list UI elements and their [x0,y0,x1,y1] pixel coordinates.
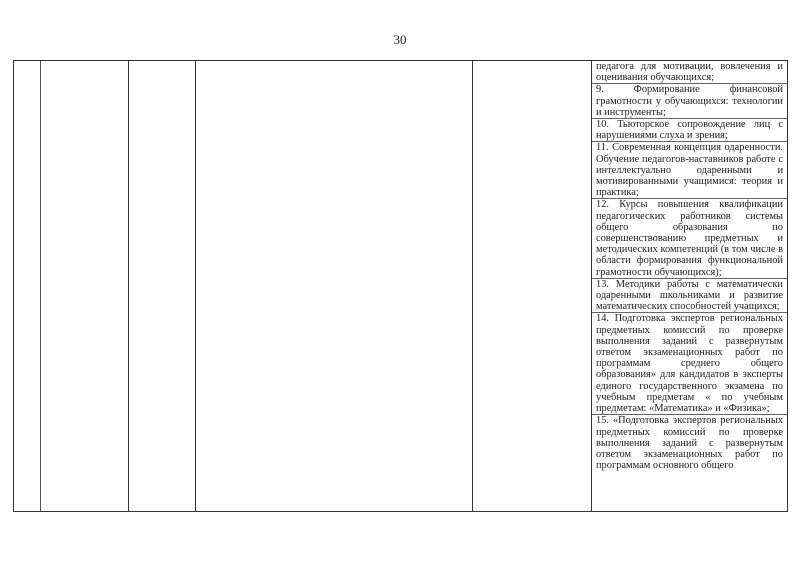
table [13,60,788,512]
list-item-text: 12. Курсы повышения квалификации педагогических работников системы общего образования по совершенствованию предметных и методических компетенций (в том числе в области формирования функциональной грамотности обучающихся); [596,199,783,278]
list-item [592,415,787,471]
list-item [592,199,787,278]
list-item [592,61,787,84]
course-list-cell [592,61,787,511]
list-item [592,279,787,314]
list-item-text: 10. Тьюторское сопровождение лиц с нарушениями слуха и зрения; [596,119,783,142]
list-item [592,313,787,415]
column-divider [472,61,473,511]
list-item-text: 13. Методики работы с математически одаренными школьниками и развитие математических способностей учащихся; [596,278,783,313]
column-divider [128,61,129,511]
list-item-text: 15. «Подготовка экспертов региональных предметных комиссий по проверке выполнения заданий с развернутым ответом экзаменационных работ по программам основного общего [596,415,783,472]
list-item-text: 9. Формирование финансовой грамотности у обучающихся: технологии и инструменты; [596,84,783,118]
column-divider [40,61,41,511]
list-item-text: педагога для мотивации, вовлечения и оценивания обучающихся; [596,61,783,84]
list-item [592,119,787,142]
page-number: 30 [393,32,407,47]
list-item-text: 11. Современная концепция одаренности. Обучение педагогов-наставников работе с интеллектуально одаренными и мотивированными учащимися: теория и практика; [596,142,783,199]
column-divider [195,61,196,511]
list-item [592,84,787,119]
list-item [592,142,787,199]
list-item-text: 14. Подготовка экспертов региональных предметных комиссий по проверке выполнения заданий с развернутым ответом экзаменационных работ по программам среднего общего образования» для кандидатов в эксперты единого государственного экзамена по учебным предметам « по учебным предметам: «Математика» и «Физика»; [596,313,783,415]
